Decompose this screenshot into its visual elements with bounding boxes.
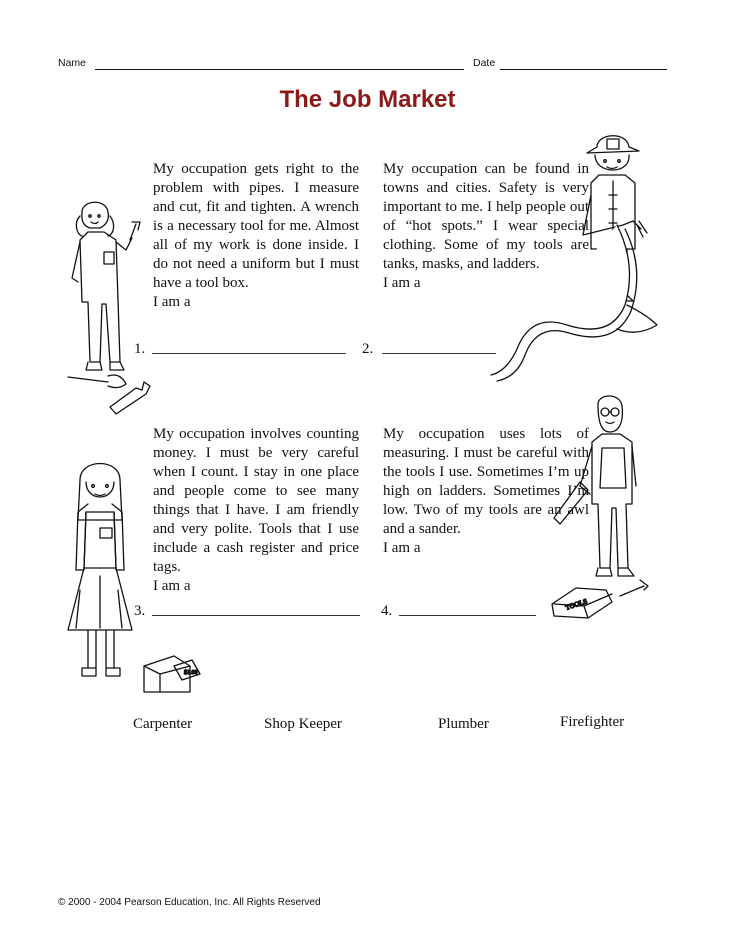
question-4-prompt: I am a [383,540,421,556]
question-2-text: My occupation can be found in towns and cities. Safety is very important to me. I help people out of “hot spots.” I wear special clothing. Some of my tools are tanks, masks, and ladders. [383,161,589,272]
name-field[interactable] [95,69,464,70]
word-bank-shop-keeper: Shop Keeper [264,716,342,732]
question-1 [153,160,359,312]
answer-2-number: 2. [362,341,374,357]
copyright: © 2000 - 2004 Pearson Education, Inc. All Rights Reserved [58,897,321,908]
answer-3-number: 3. [134,603,146,619]
carpenter-illustration [540,390,660,635]
answer-1-number: 1. [134,341,146,357]
question-1-prompt: I am a [153,294,191,310]
page-title: The Job Market [279,86,456,113]
register-label: $1.00 [184,670,198,676]
word-bank-plumber: Plumber [438,716,489,732]
word-bank-firefighter: Firefighter [560,714,625,730]
question-3-prompt: I am a [153,578,191,594]
firefighter-illustration [487,125,667,385]
name-label: Name [58,57,87,69]
question-3-text: My occupation involves counting money. I must be very careful when I count. I stay in one place and people come to see many things that I have. I am friendly and very polite. Tools that I use include a cash register and price tags. [153,426,359,575]
answer-2-line[interactable] [382,353,496,354]
question-1-text: My occupation gets right to the problem with pipes. I measure and cut, fit and tighten. A wrench is a necessary tool for me. Almost all of my work is done inside. I do not need a uniform but I must have a tool box. [153,161,359,291]
tools-box-label: TOOLS [564,597,589,612]
question-2-prompt: I am a [383,275,421,291]
plumber-illustration [60,192,155,417]
answer-3-line[interactable] [152,615,360,616]
question-4-text: My occupation uses lots of measuring. I must be careful with the tools I use. Sometimes I’m up high on ladders. Sometimes I’m low. Two of my tools are an awl and a sander. [383,426,589,537]
answer-4-line[interactable] [399,615,536,616]
date-field[interactable] [500,69,667,70]
date-label: Date [473,57,496,69]
answer-4-number: 4. [381,603,393,619]
question-3 [153,425,359,596]
word-bank-carpenter: Carpenter [133,716,193,732]
answer-1-line[interactable] [152,353,346,354]
cash-register-illustration [140,652,215,697]
